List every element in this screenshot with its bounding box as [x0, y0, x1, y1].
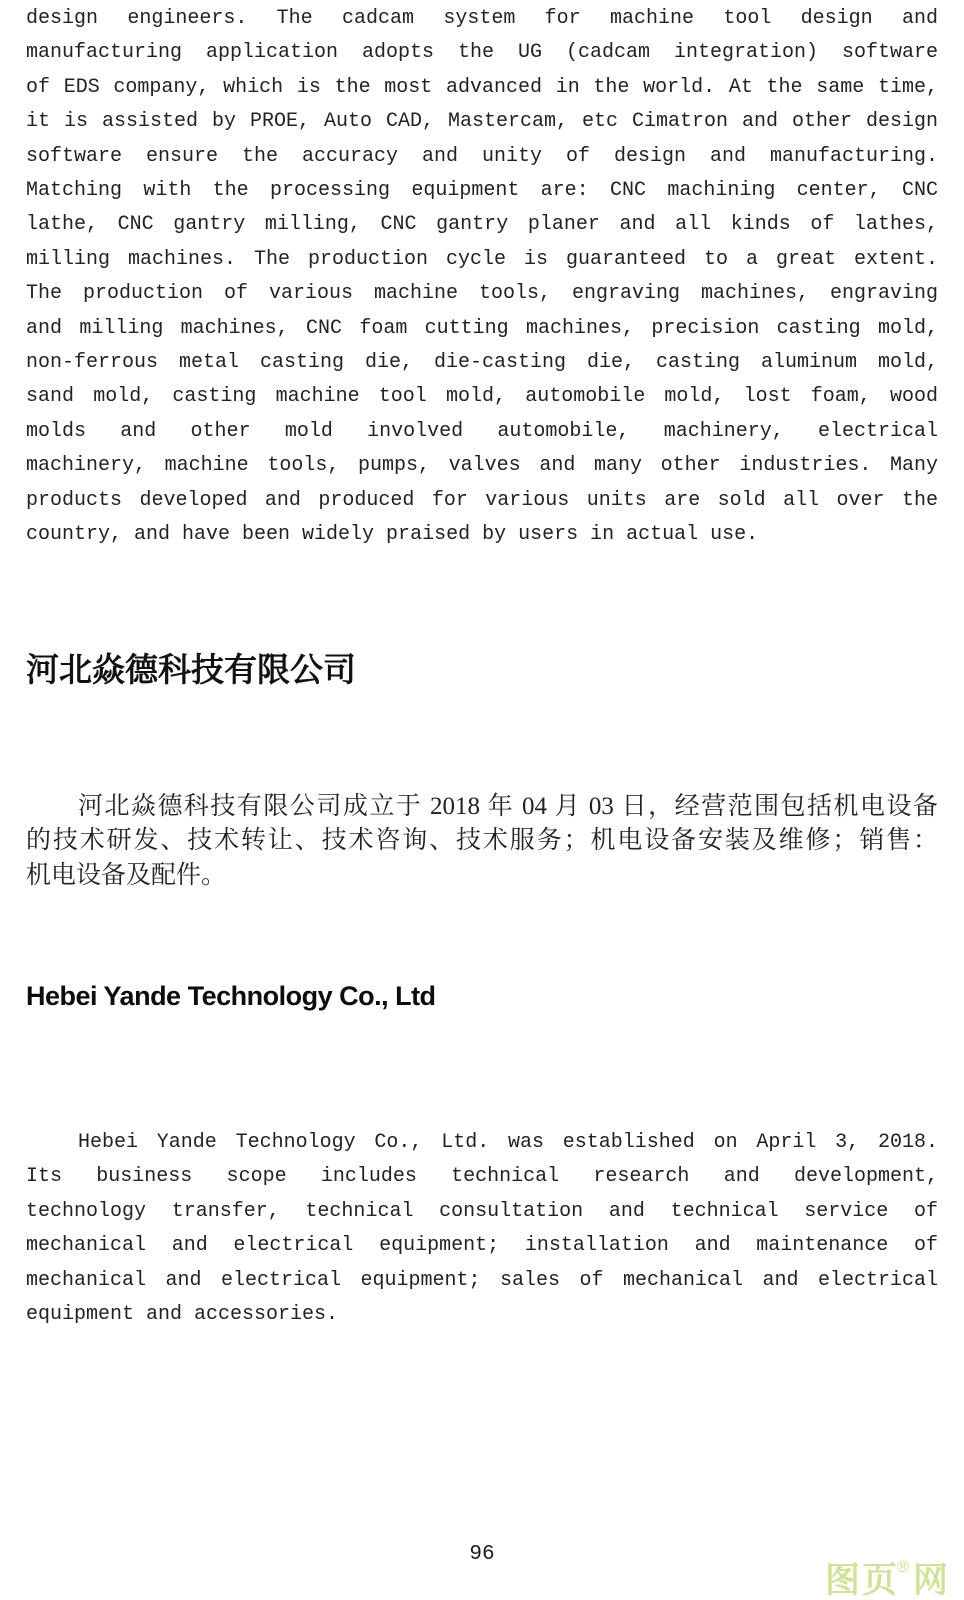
- text-line: equipment and accessories.: [26, 1303, 339, 1327]
- text-line: Its business scope includes technical research and development,: [26, 1165, 938, 1189]
- text-line: and milling machines, CNC foam cutting machines, precision casting mold,: [26, 316, 938, 340]
- watermark-text-left: 图页: [824, 1561, 899, 1600]
- paragraph-english-company-1: [26, 2, 938, 553]
- text-line: lathe, CNC gantry milling, CNC gantry planer and all kinds of lathes,: [26, 213, 938, 237]
- text-line: Hebei Yande Technology Co., Ltd. was established on April 3, 2018.: [78, 1131, 938, 1154]
- watermark-logo: [825, 1549, 948, 1599]
- paragraph-chinese-company-intro: [26, 790, 938, 894]
- text-line: of EDS company, which is the most advanced in the world. At the same time,: [26, 75, 938, 99]
- text-line: non-ferrous metal casting die, die-casting die, casting aluminum mold,: [26, 351, 938, 375]
- text-line: sand mold, casting machine tool mold, automobile mold, lost foam, wood: [26, 385, 938, 409]
- text-line: The production of various machine tools, engraving machines, engraving: [26, 282, 938, 306]
- text-line: 的技术研发、技术转让、技术咨询、技术服务；机电设备安装及维修；销售：: [26, 827, 938, 854]
- company-heading-chinese: 河北焱德科技有限公司: [26, 649, 356, 689]
- text-line: machinery, machine tools, pumps, valves and many other industries. Many: [26, 454, 938, 478]
- page-number: 96: [469, 1543, 495, 1566]
- text-line: country, and have been widely praised by users in actual use.: [26, 523, 759, 547]
- text-line: Matching with the processing equipment are: CNC machining center, CNC: [26, 179, 938, 203]
- watermark-text-right: 网: [912, 1561, 948, 1600]
- text-line: mechanical and electrical equipment; sales of mechanical and electrical: [26, 1268, 938, 1292]
- text-line: molds and other mold involved automobile, machinery, electrical: [26, 419, 938, 443]
- text-line: products developed and produced for various units are sold all over the: [26, 488, 938, 512]
- text-line: mechanical and electrical equipment; installation and maintenance of: [26, 1234, 938, 1258]
- paragraph-english-company-intro: [26, 1126, 938, 1332]
- text-line: software ensure the accuracy and unity of design and manufacturing.: [26, 144, 938, 168]
- text-line: technology transfer, technical consultation and technical service of: [26, 1199, 938, 1223]
- text-line: manufacturing application adopts the UG (cadcam integration) software: [26, 41, 938, 65]
- text-line: 机电设备及配件。: [26, 861, 227, 889]
- text-line: design engineers. The cadcam system for machine tool design and: [26, 7, 938, 30]
- text-line: 河北焱德科技有限公司成立于 2018 年 04 月 03 日，经营范围包括机电设备: [78, 792, 938, 820]
- text-line: milling machines. The production cycle is guaranteed to a great extent.: [26, 247, 938, 271]
- company-heading-english: Hebei Yande Technology Co., Ltd: [26, 981, 436, 1011]
- text-line: it is assisted by PROE, Auto CAD, Mastercam, etc Cimatron and other design: [26, 110, 938, 134]
- registered-trademark-icon: ®: [894, 1557, 911, 1576]
